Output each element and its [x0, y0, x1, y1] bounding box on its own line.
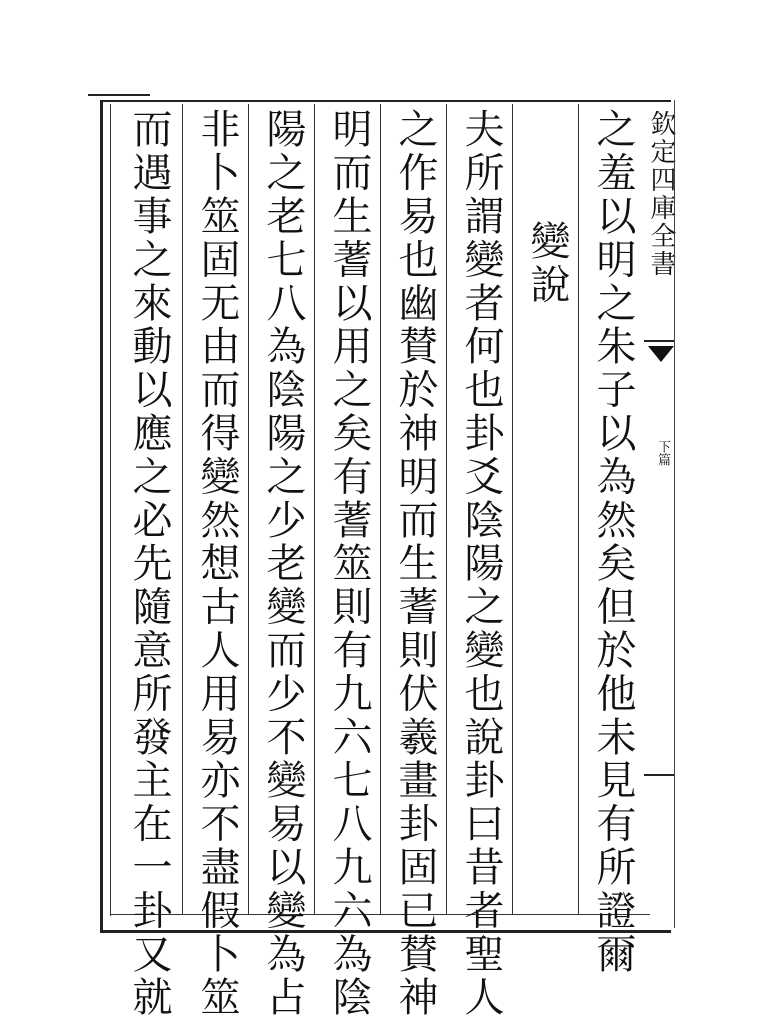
margin-edge-rule [674, 100, 675, 928]
margin-rule-top [644, 340, 674, 342]
inner-left-rule [110, 104, 111, 916]
text-column-5: 明而生蓍以用之矣有蓍筮則有九六七八九六為陰 [326, 108, 372, 1020]
margin-title: 欽定四庫全書 [646, 110, 676, 278]
margin-section-mark: 下篇 [655, 440, 670, 466]
text-column-3: 夫所謂變者何也卦爻陰陽之變也說卦曰昔者聖人 [458, 108, 504, 1020]
text-column-4: 之作易也幽賛於神明而生蓍則伏羲畫卦固已賛神 [392, 108, 438, 1020]
margin-rule-bottom [644, 774, 674, 776]
fishtail-mark-icon [648, 346, 674, 362]
text-column-7: 非卜筮固无由而得變然想古人用易亦不盡假卜筮 [194, 108, 240, 1020]
text-column-1: 之羞以明之朱子以為然矣但於他未見有所證爾 [590, 108, 636, 976]
column-divider [182, 104, 183, 914]
text-column-8: 而遇事之來動以應之必先隨意所發主在一卦又就 [126, 108, 172, 1020]
text-column-6: 陽之老七八為陰陽之少老變而少不變易以變為占 [260, 108, 306, 1020]
section-heading: 變說 [524, 220, 570, 307]
top-rule [88, 94, 150, 96]
